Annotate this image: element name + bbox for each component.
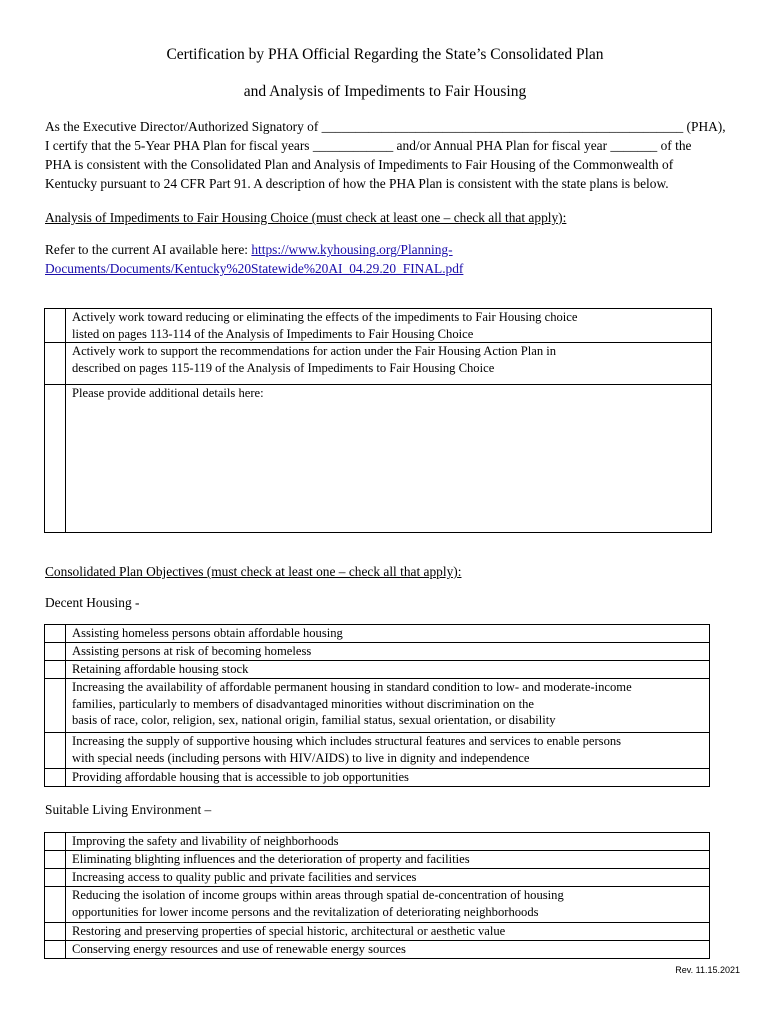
row-text: Improving the safety and livability of neighborhoods: [66, 833, 710, 851]
checkbox[interactable]: [45, 887, 66, 923]
row-text: Assisting homeless persons obtain affordable housing: [66, 625, 710, 643]
ai-refer-text: Refer to the current AI available here:: [45, 242, 252, 257]
revision-date: Rev. 11.15.2021: [675, 965, 740, 975]
table-row: [45, 769, 710, 787]
ai-section-heading: Analysis of Impediments to Fair Housing Choice (must check at least one – check all that apply):: [45, 210, 567, 225]
checkbox[interactable]: [45, 923, 66, 941]
certification-paragraph: [45, 117, 738, 193]
row-text: Eliminating blighting influences and the deterioration of property and facilities: [66, 851, 710, 869]
table-row: [45, 643, 710, 661]
row-text: Conserving energy resources and use of renewable energy sources: [66, 941, 710, 959]
table-row: [45, 833, 710, 851]
intro-line-3: PHA is consistent with the Consolidated Plan and Analysis of Impediments to Fair Housing of the Commonwealth of: [45, 157, 674, 172]
ai-checkbox-1[interactable]: [45, 309, 66, 343]
living-environment-table: [44, 832, 710, 959]
row-text: Increasing the availability of affordable permanent housing in standard condition to low- and moderate-income families, particularly to members of disadvantaged minorities without discrimination on the basis of race, color, religion, sex, national origin, familial status, sexual orientation, or disability: [66, 679, 710, 733]
table-row: [45, 869, 710, 887]
row-text: Increasing access to quality public and private facilities and services: [66, 869, 710, 887]
table-row: [45, 625, 710, 643]
checkbox[interactable]: [45, 869, 66, 887]
checkbox[interactable]: [45, 733, 66, 769]
decent-housing-label: Decent Housing -: [45, 595, 140, 610]
intro-line-4: Kentucky pursuant to 24 CFR Part 91. A description of how the PHA Plan is consistent with the state plans is below.: [45, 176, 669, 191]
intro-line-1: As the Executive Director/Authorized Signatory of ______________________________________________________ (PHA),: [45, 119, 726, 134]
table-row: [45, 887, 710, 923]
ai-row: [45, 309, 712, 343]
checkbox[interactable]: [45, 679, 66, 733]
document-title-line-1: Certification by PHA Official Regarding the State’s Consolidated Plan: [166, 46, 604, 63]
checkbox[interactable]: [45, 851, 66, 869]
table-row: [45, 733, 710, 769]
ai-checkbox-2[interactable]: [45, 343, 66, 385]
ai-checkbox-3[interactable]: [45, 385, 66, 533]
ai-row: [45, 343, 712, 385]
table-row: [45, 661, 710, 679]
table-row: [45, 941, 710, 959]
ai-details-field[interactable]: Please provide additional details here:: [66, 385, 712, 533]
checkbox[interactable]: [45, 833, 66, 851]
row-text: Retaining affordable housing stock: [66, 661, 710, 679]
row-text: Restoring and preserving properties of special historic, architectural or aesthetic value: [66, 923, 710, 941]
ai-row-text: Actively work to support the recommendations for action under the Fair Housing Action Plan in described on pages 115-119 of the Analysis of Impediments to Fair Housing Choice: [66, 343, 712, 385]
row-text: Increasing the supply of supportive housing which includes structural features and services to enable persons with special needs (including persons with HIV/AIDS) to live in dignity and independence: [66, 733, 710, 769]
ai-details-row: [45, 385, 712, 533]
ai-row-text: Actively work toward reducing or eliminating the effects of the impediments to Fair Housing choice listed on pages 113-114 of the Analysis of Impediments to Fair Housing Choice: [66, 309, 712, 343]
intro-line-2: I certify that the 5-Year PHA Plan for fiscal years ____________ and/or Annual PHA Plan for fiscal year _______ of the: [45, 138, 692, 153]
living-environment-label: Suitable Living Environment –: [45, 802, 212, 817]
ai-document-link-continued[interactable]: Documents/Documents/Kentucky%20Statewide%20AI_04.29.20_FINAL.pdf: [45, 261, 464, 276]
ai-checklist-table: [44, 308, 712, 533]
row-text: Reducing the isolation of income groups within areas through spatial de-concentration of housing opportunities for lower income persons and the revitalization of deteriorating neighborhoods: [66, 887, 710, 923]
checkbox[interactable]: [45, 941, 66, 959]
row-text: Providing affordable housing that is accessible to job opportunities: [66, 769, 710, 787]
decent-housing-table: [44, 624, 710, 787]
checkbox[interactable]: [45, 643, 66, 661]
checkbox[interactable]: [45, 661, 66, 679]
ai-document-link[interactable]: https://www.kyhousing.org/Planning-: [251, 242, 453, 257]
row-text: Assisting persons at risk of becoming homeless: [66, 643, 710, 661]
checkbox[interactable]: [45, 769, 66, 787]
cp-section-heading: Consolidated Plan Objectives (must check at least one – check all that apply):: [45, 564, 462, 579]
ai-reference: [45, 240, 463, 278]
table-row: [45, 679, 710, 733]
document-title-line-2: and Analysis of Impediments to Fair Housing: [243, 83, 527, 100]
checkbox[interactable]: [45, 625, 66, 643]
table-row: [45, 851, 710, 869]
table-row: [45, 923, 710, 941]
